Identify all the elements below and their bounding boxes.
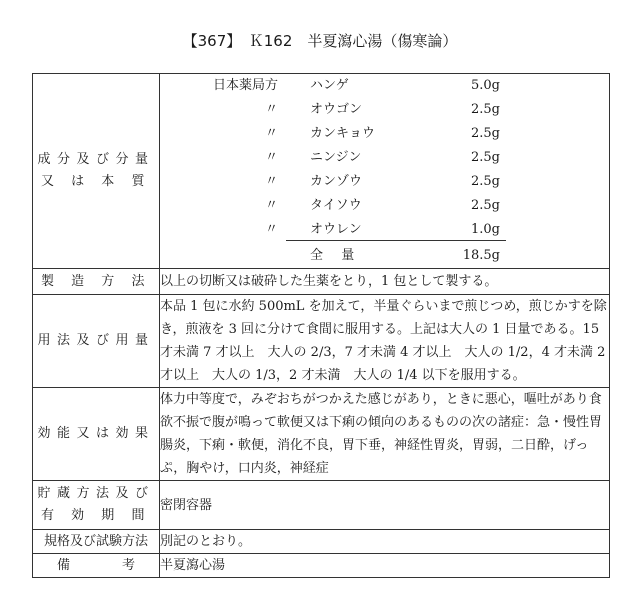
ingredient-amount: 2.5g xyxy=(471,198,500,213)
remarks-label: 備 考 xyxy=(33,554,160,578)
efficacy-row xyxy=(33,388,610,481)
manufacturing-label xyxy=(33,269,160,295)
ingredient-source: 〃 xyxy=(264,102,278,117)
ingredients-cell xyxy=(160,74,610,269)
storage-label xyxy=(33,481,160,530)
efficacy-label-text: 効能又は効果 xyxy=(37,426,155,441)
ingredient-source: 〃 xyxy=(264,198,278,213)
manufacturing-row xyxy=(33,269,610,295)
storage-row xyxy=(33,481,610,530)
ingredient-source: 日本薬局方 xyxy=(212,78,278,93)
total-amount: 18.5g xyxy=(462,248,500,263)
ingredients-label xyxy=(33,74,160,269)
ingredient-amount: 2.5g xyxy=(471,126,500,141)
ingredient-row xyxy=(160,148,600,168)
ingredient-row xyxy=(160,76,600,96)
ingredient-name: ハンゲ xyxy=(310,78,349,93)
ingredient-name: オウレン xyxy=(310,222,362,237)
ingredient-amount: 5.0g xyxy=(471,78,500,93)
storage-label-line-2: 有 効 期 間 xyxy=(41,508,151,523)
standards-row xyxy=(33,530,610,554)
storage-text: 密閉容器 xyxy=(160,481,610,530)
standards-text: 別記のとおり。 xyxy=(160,530,610,554)
ingredient-list xyxy=(160,74,609,268)
ingredient-amount: 2.5g xyxy=(471,102,500,117)
ingredient-amount: 2.5g xyxy=(471,150,500,165)
ingredient-name: カンゾウ xyxy=(310,174,363,189)
manufacturing-text: 以上の切断又は破砕した生薬をとり，1 包として製する。 xyxy=(160,269,610,295)
ingredient-name: ニンジン xyxy=(310,150,362,165)
ingredient-name: オウゴン xyxy=(310,102,363,117)
ingredient-name: カンキョウ xyxy=(310,126,376,141)
ingredient-source: 〃 xyxy=(264,174,278,189)
remarks-text: 半夏瀉心湯 xyxy=(160,554,610,578)
ingredient-amount: 1.0g xyxy=(471,222,500,237)
storage-label-line-1: 貯蔵方法及び xyxy=(37,486,155,501)
ingredient-source: 〃 xyxy=(264,222,278,237)
ingredient-amount: 2.5g xyxy=(471,174,500,189)
ingredient-row xyxy=(160,220,600,240)
efficacy-text: 体力中等度で，みぞおちがつかえた感じがあり，ときに悪心，嘔吐があり食欲不振で腹が鳴って軟便又は下痢の傾向のあるものの次の諸症：急・慢性胃腸炎，下痢・軟便，消化不良，胃下垂，神経性胃炎，胃弱，二日酔，げっぷ，胸やけ，口内炎，神経症 xyxy=(160,388,610,481)
dosage-label xyxy=(33,295,160,388)
ingredient-row xyxy=(160,124,600,144)
ingredients-row xyxy=(33,74,610,269)
manufacturing-label-text: 製 造 方 法 xyxy=(41,273,151,289)
ingredient-source: 〃 xyxy=(264,150,278,165)
ingredient-source: 〃 xyxy=(264,126,278,141)
efficacy-label xyxy=(33,388,160,481)
specification-table xyxy=(32,73,610,578)
remarks-row xyxy=(33,554,610,578)
total-label: 全 量 xyxy=(310,248,357,263)
ingredient-name: タイソウ xyxy=(310,198,362,213)
ingredient-row xyxy=(160,172,600,192)
ingredients-label-line-2: 又 は 本 質 xyxy=(41,174,151,189)
dosage-row xyxy=(33,295,610,388)
total-rule xyxy=(286,240,506,241)
document-title: 【367】 Ｋ162 半夏瀉心湯（傷寒論） xyxy=(182,32,458,50)
ingredient-row xyxy=(160,196,600,216)
dosage-text: 本品 1 包に水約 500mL を加えて，半量ぐらいまで煎じつめ，煎じかすを除き，煎液を 3 回に分けて食間に服用する。上記は大人の 1 日量である。15 才未満 7 才以上 大人の 2/3，7 才未満 4 才以上 大人の 1/2，4 才未満 2 才以上 大人の 1/3，2 才未満 大人の 1/4 以下を服用する。 xyxy=(160,295,610,388)
ingredient-row xyxy=(160,100,600,120)
dosage-label-text: 用法及び用量 xyxy=(37,333,155,348)
ingredients-label-line-1: 成分及び分量 xyxy=(37,152,155,167)
standards-label: 規格及び試験方法 xyxy=(33,530,160,554)
